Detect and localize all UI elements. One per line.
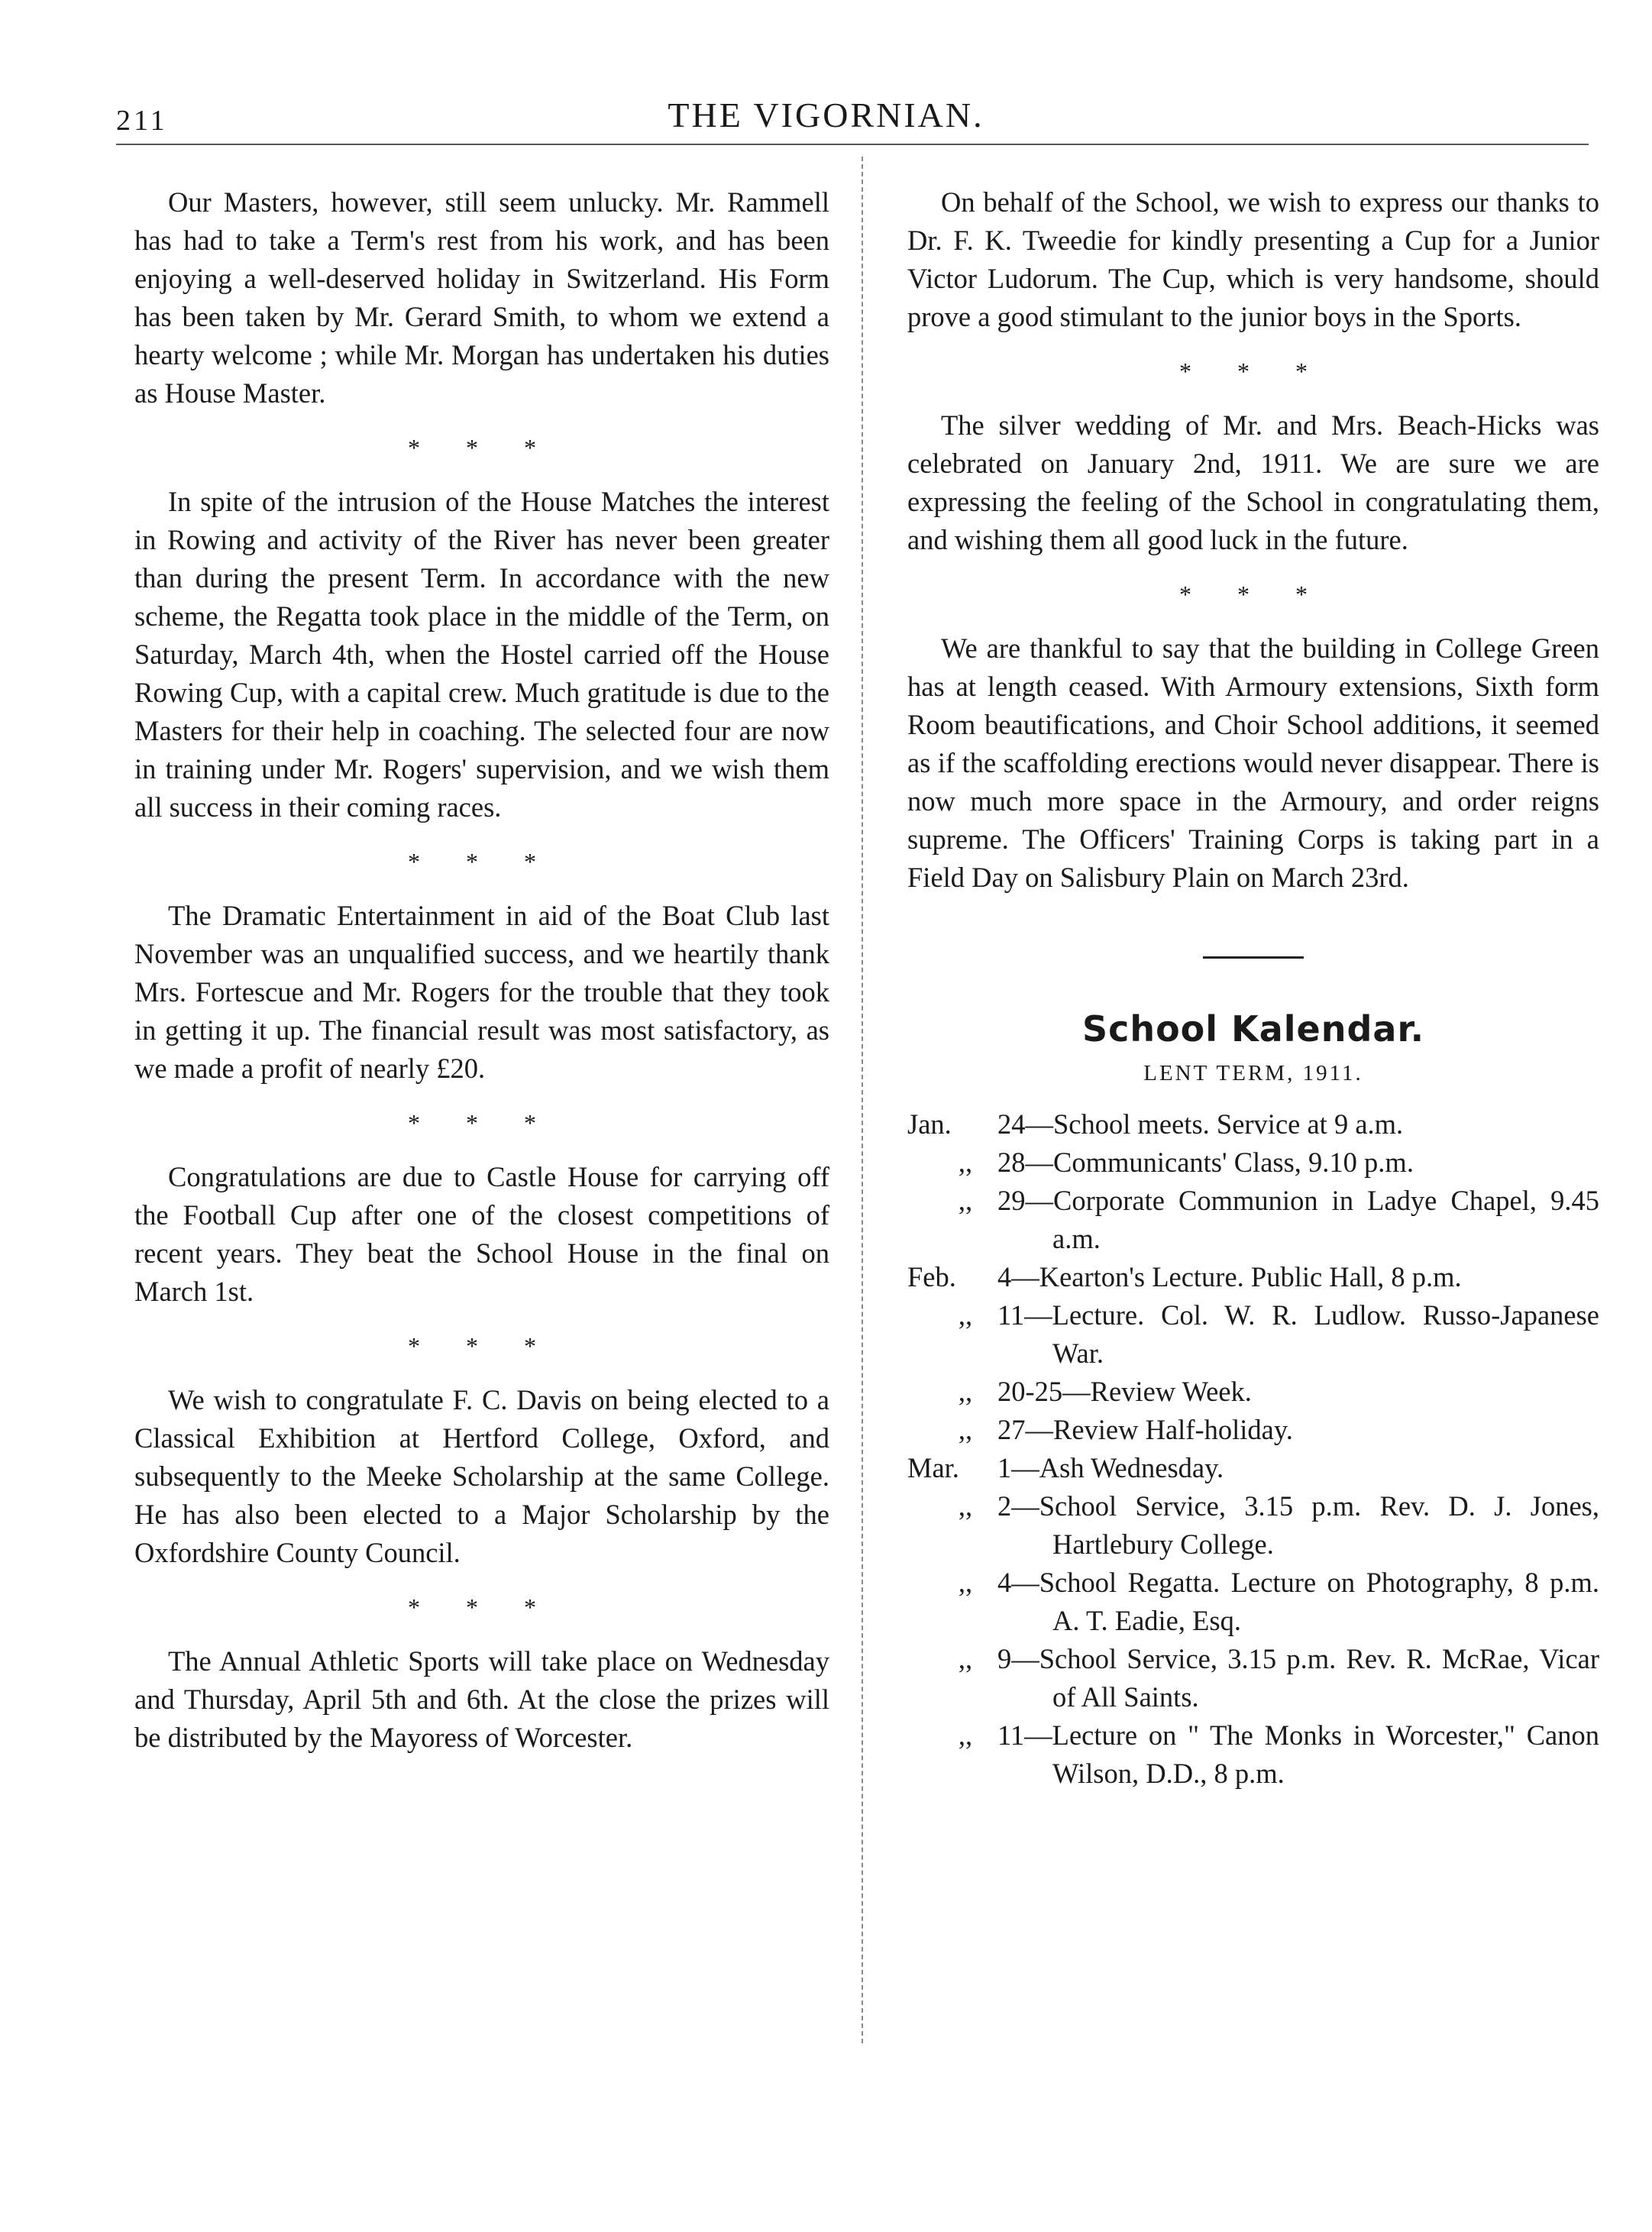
paragraph-masters: Our Masters, however, still seem unlucky. Mr. Rammell has had to take a Term's rest from his work, and has been enjoying a well-deserved holiday in Switzerland. His Form has been taken by Mr. Gerard Smith, to whom we extend a hearty welcome ; while Mr. Morgan has undertaken his duties as House Master.	[134, 186, 829, 409]
kalendar-text: 9—School Service, 3.15 p.m. Rev. R. McRae, Vicar of All Saints.	[997, 1643, 1599, 1713]
kalendar-month: ,,	[958, 1567, 973, 1598]
kalendar-entry	[907, 1449, 1599, 1487]
kalendar-month: ,,	[958, 1490, 973, 1522]
kalendar-month: ,,	[958, 1376, 973, 1407]
header-rule	[116, 144, 1589, 145]
column-divider	[862, 157, 863, 2043]
kalendar-month: ,,	[958, 1299, 973, 1331]
section-rule	[1203, 956, 1304, 959]
paragraph-silver-wedding: The silver wedding of Mr. and Mrs. Beach-Hicks was celebrated on January 2nd, 1911. We are sure we are expressing the feeling of the School in congratulating them, and wishing them all good luck in the future.	[907, 409, 1599, 555]
running-head-title: THE VIGORNIAN.	[668, 95, 984, 134]
kalendar-text: 4—Kearton's Lecture. Public Hall, 8 p.m.	[997, 1261, 1462, 1292]
paragraph-cup: On behalf of the School, we wish to express our thanks to Dr. F. K. Tweedie for kindly presenting a Cup for a Junior Victor Ludorum. The Cup, which is very handsome, should prove a good stimulant to the junior boys in the Sports.	[907, 186, 1599, 332]
paragraph-dramatic: The Dramatic Entertainment in aid of the Boat Club last November was an unqualified success, and we heartily thank Mrs. Fortescue and Mr. Rogers for the trouble that they took in getting it up. The financial result was most satisfactory, as we made a profit of nearly £20.	[134, 900, 829, 1084]
kalendar-list	[907, 1105, 1599, 1793]
section-separator: * * *	[1179, 581, 1327, 608]
kalendar-text: 29—Corporate Communion in Ladye Chapel, 9.45 a.m.	[997, 1185, 1599, 1254]
kalendar-entry	[907, 1411, 1599, 1449]
kalendar-text: 4—School Regatta. Lecture on Photography, 8 p.m. A. T. Eadie, Esq.	[997, 1567, 1599, 1636]
kalendar-subtitle: LENT TERM, 1911.	[1143, 1061, 1363, 1085]
kalendar-month: ,,	[958, 1719, 973, 1751]
kalendar-entry	[907, 1716, 1599, 1793]
kalendar-month: Feb.	[907, 1261, 956, 1292]
kalendar-text: 20-25—Review Week.	[997, 1376, 1252, 1407]
kalendar-month: ,,	[958, 1414, 973, 1445]
paragraph-scholarship: We wish to congratulate F. C. Davis on being elected to a Classical Exhibition at Hertford College, Oxford, and subsequently to the Meeke Scholarship at the same College. He has also been elected to a Major Scholarship by the Oxfordshire County Council.	[134, 1384, 829, 1568]
kalendar-text: 1—Ash Wednesday.	[997, 1452, 1224, 1483]
kalendar-entry	[907, 1143, 1599, 1182]
section-separator: * * *	[408, 1593, 556, 1621]
kalendar-entry	[907, 1296, 1599, 1373]
kalendar-entry	[907, 1182, 1599, 1258]
paragraph-sports: The Annual Athletic Sports will take place on Wednesday and Thursday, April 5th and 6th. At the close the prizes will be distributed by the Mayoress of Worcester.	[134, 1645, 829, 1753]
kalendar-text: 28—Communicants' Class, 9.10 p.m.	[997, 1147, 1414, 1178]
page-number: 211	[116, 105, 168, 137]
kalendar-text: 27—Review Half-holiday.	[997, 1414, 1293, 1445]
section-separator: * * *	[408, 434, 556, 461]
kalendar-month: Mar.	[907, 1452, 959, 1483]
kalendar-text: 11—Lecture. Col. W. R. Ludlow. Russo-Japanese War.	[997, 1299, 1599, 1369]
section-separator: * * *	[408, 848, 556, 875]
kalendar-text: 2—School Service, 3.15 p.m. Rev. D. J. Jones, Hartlebury College.	[997, 1490, 1599, 1560]
section-separator: * * *	[1179, 357, 1327, 385]
kalendar-entry	[907, 1373, 1599, 1411]
kalendar-text: 11—Lecture on " The Monks in Worcester," Canon Wilson, D.D., 8 p.m.	[997, 1719, 1599, 1789]
paragraph-building: We are thankful to say that the building in College Green has at length ceased. With Armoury extensions, Sixth form Room beautifications, and Choir School additions, it seemed as if the scaffolding erections would never disappear. There is now much more space in the Armoury, and order reigns supreme. The Officers' Training Corps is taking part in a Field Day on Salisbury Plain on March 23rd.	[907, 632, 1599, 893]
right-column	[907, 183, 1599, 1793]
paragraph-rowing: In spite of the intrusion of the House Matches the interest in Rowing and activity of the River has never been greater than during the present Term. In accordance with the new scheme, the Regatta took place in the middle of the Term, on Saturday, March 4th, when the Hostel carried off the House Rowing Cup, with a capital crew. Much gratitude is due to the Masters for their help in coaching. The selected four are now in training under Mr. Rogers' supervision, and we wish them all success in their coming races.	[134, 486, 829, 823]
kalendar-month: ,,	[958, 1185, 973, 1216]
section-separator: * * *	[408, 1109, 556, 1137]
kalendar-entry	[907, 1564, 1599, 1640]
left-column	[134, 183, 829, 1757]
kalendar-entry	[907, 1640, 1599, 1716]
kalendar-month: Jan.	[907, 1108, 952, 1140]
kalendar-entry	[907, 1105, 1599, 1143]
kalendar-month: ,,	[958, 1147, 973, 1178]
kalendar-title: School Kalendar.	[1081, 1008, 1425, 1050]
section-separator: * * *	[408, 1332, 556, 1360]
kalendar-entry	[907, 1258, 1599, 1296]
paragraph-football: Congratulations are due to Castle House for carrying off the Football Cup after one of the closest competitions of recent years. They beat the School House in the final on March 1st.	[134, 1161, 829, 1307]
kalendar-entry	[907, 1487, 1599, 1564]
kalendar-month: ,,	[958, 1643, 973, 1674]
kalendar-text: 24—School meets. Service at 9 a.m.	[997, 1108, 1404, 1140]
